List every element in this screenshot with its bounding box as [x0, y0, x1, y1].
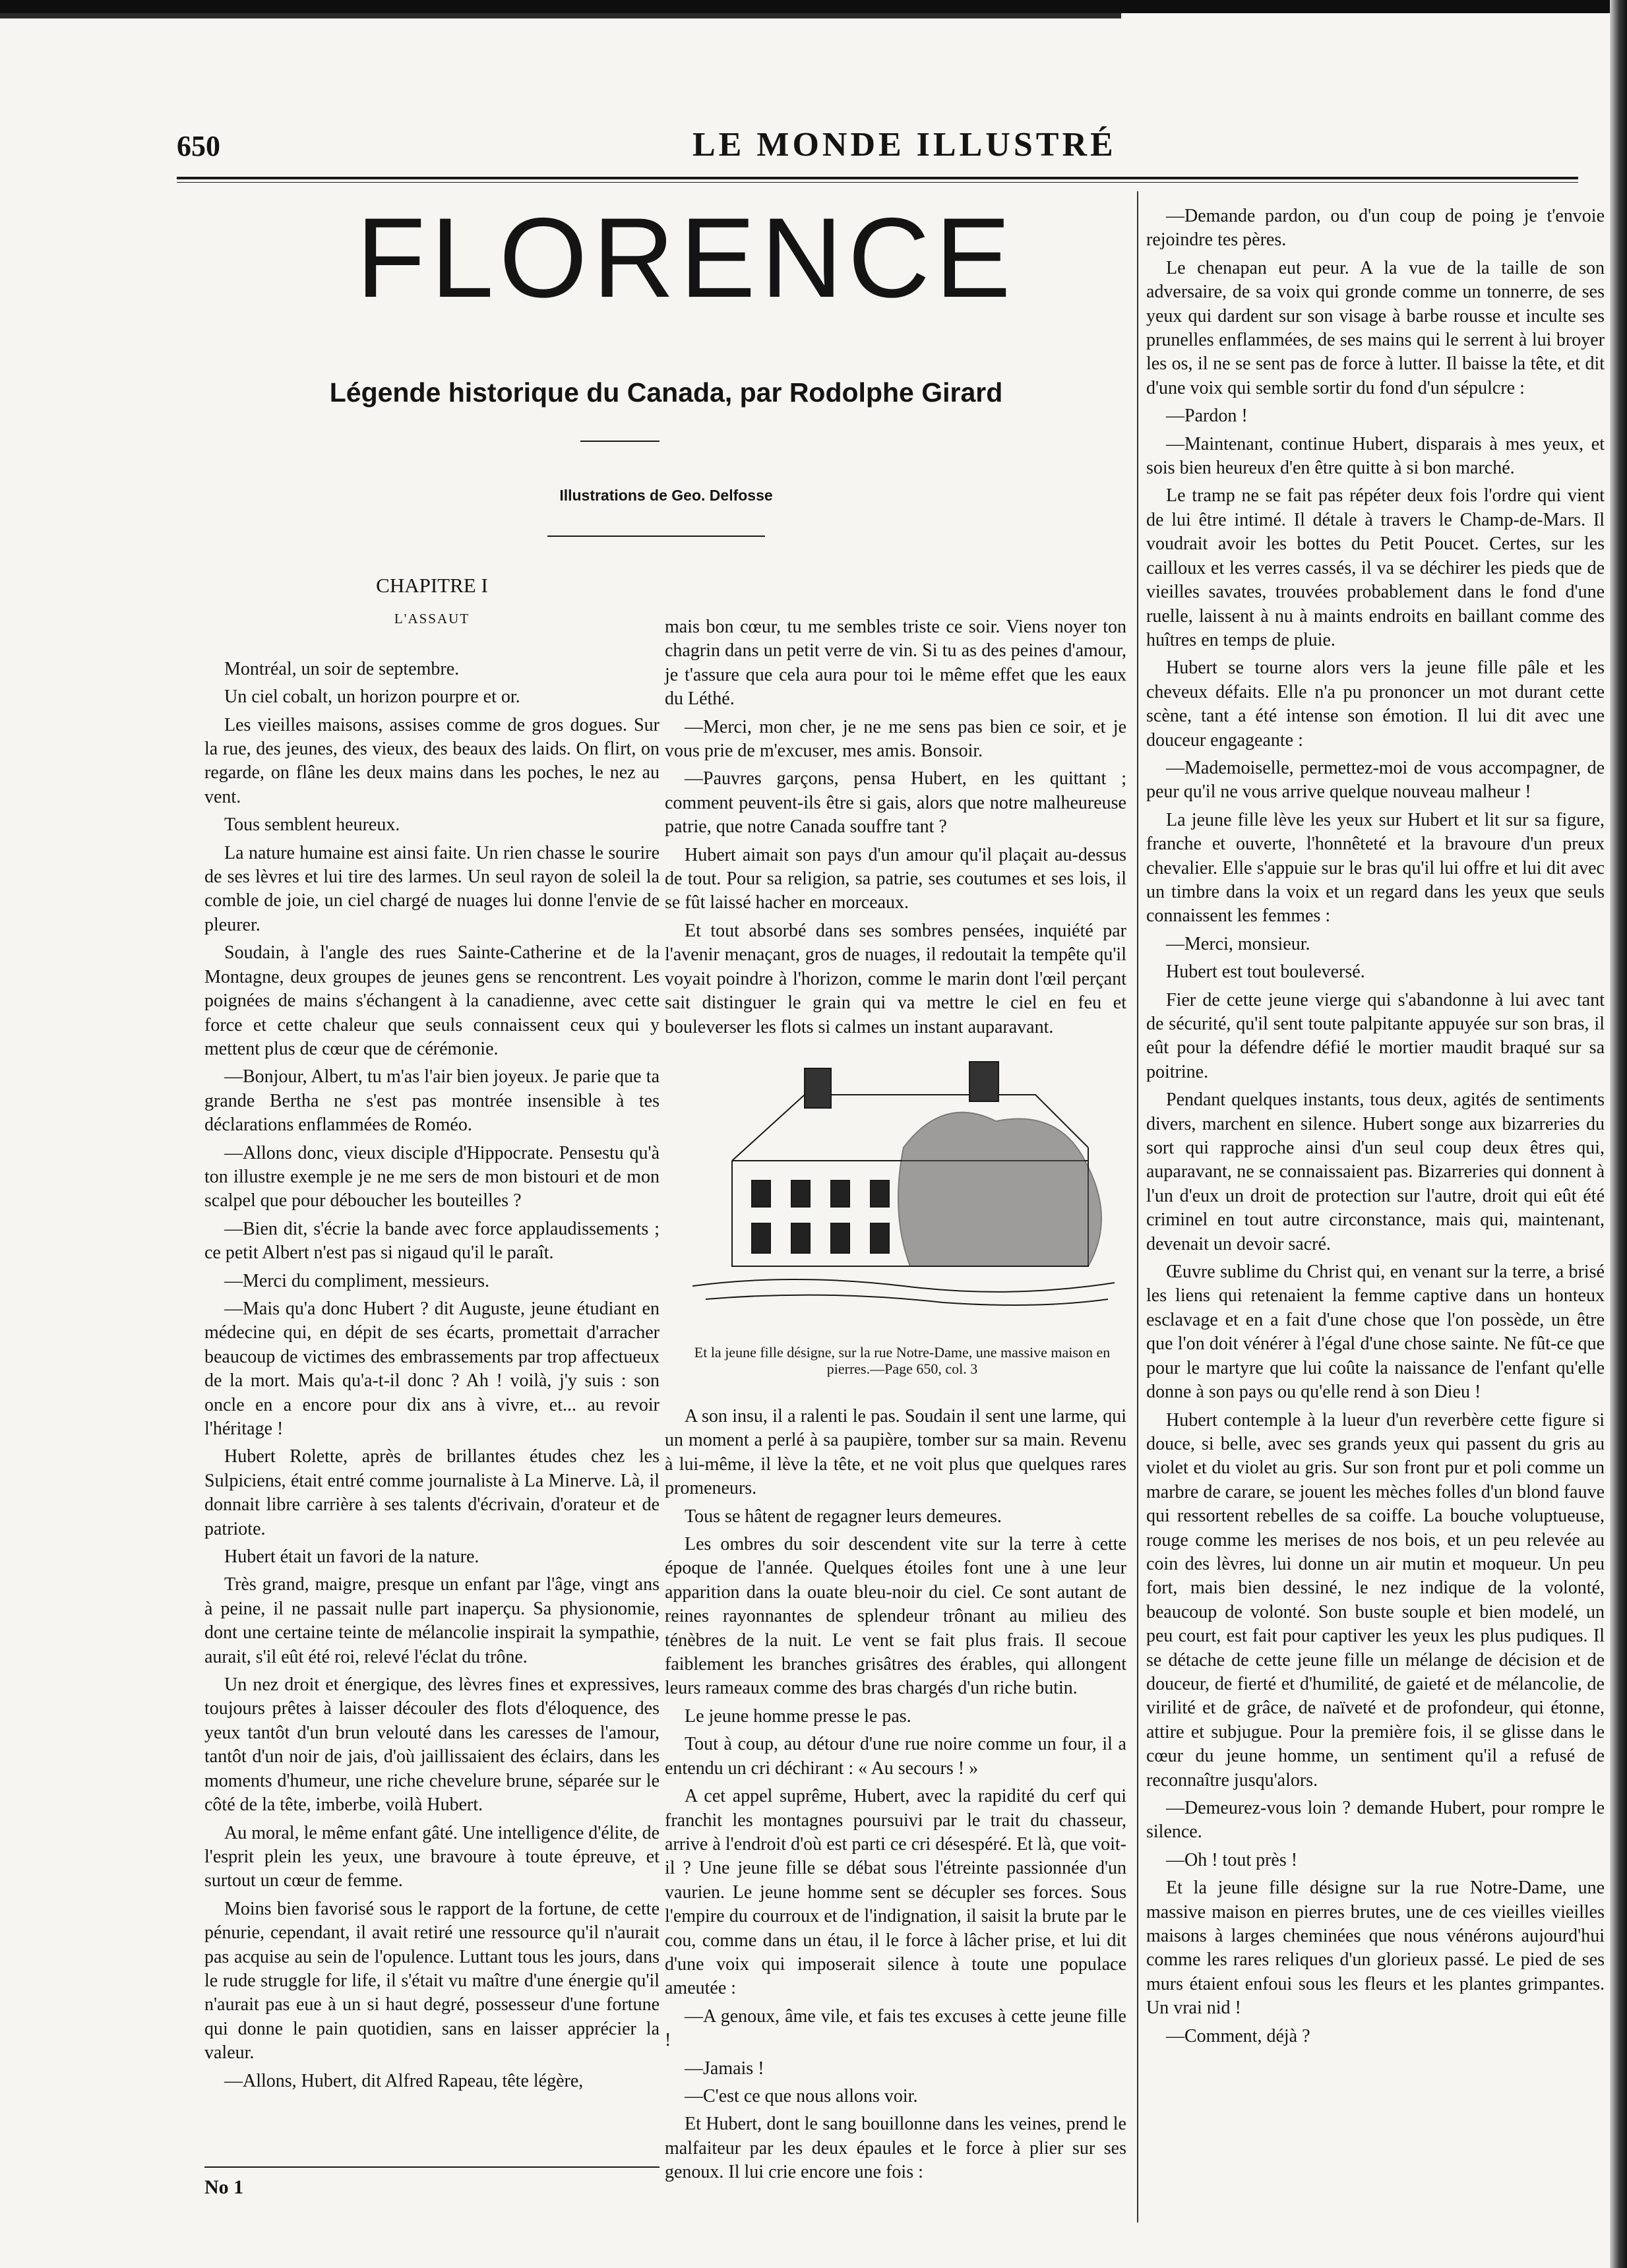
- paragraph: Œuvre sublime du Christ qui, en venant sur la terre, a brisé les liens qui retenaient la femme captive dans un honteux esclavage et en a fait d'une chose que l'on possède, un être que l'on doit vénérer à l'égal d'une chose sainte. Ne fût-ce que pour le martyre que lui coûte la naissance de l'enfant qu'elle donne à son pays ou qu'elle rend à son Dieu !: [1146, 1262, 1605, 1403]
- footer-rule: [204, 2166, 660, 2168]
- paragraph: A son insu, il a ralenti le pas. Soudain il sent une larme, qui un moment a perlé à sa paupière, tomber sur sa main. Revenu à lui-même, il lève la tête, et ne voit plus que quelques rares promeneurs.: [665, 1406, 1126, 1499]
- paragraph: —Mademoiselle, permettez-moi de vous accompagner, de peur qu'il ne vous arrive quelque nouveau malheur !: [1146, 757, 1605, 803]
- paragraph: —Bonjour, Albert, tu m'as l'air bien joyeux. Je parie que ta grande Bertha ne s'est pas montrée insensible à tes déclarations enflammées de Roméo.: [204, 1066, 660, 1136]
- paragraph: Le tramp ne se fait pas répéter deux fois l'ordre qui vient de lui être intimé. Il détale à travers le Champ-de-Mars. Il voudrait avoir les bottes du Petit Poucet. Certes, sur les cailloux et les verres cassés, il va se déchirer les pieds que de vieilles savates, trouvées probablement dans le fond d'une ruelle, laissent à nu à maints endroits en baillant comme des huîtres en temps de pluie.: [1146, 485, 1605, 650]
- issue-number: No 1: [204, 2176, 244, 2198]
- paragraph: Tous semblent heureux.: [224, 814, 400, 836]
- header-rule: [177, 177, 1578, 179]
- paragraph: Hubert contemple à la lueur d'un reverbère cette figure si douce, si belle, avec ses grands yeux qui passent du gris au violet et du violet au gris. Sur son front pur et poli comme un marbre de carare, se jouent les mèches folles d'un blond fauve qui ressortent rebelles de sa coiffe. La bouche voluptueuse, rouge comme les merises de nos bois, et un peu relevée au coin des lèvres, lui donne un air mutin et moqueur. Un peu fort, mais bien dessiné, le nez indique de la volonté, beaucoup de volonté. Son buste souple et bien modelé, un peu court, est fait pour captiver les yeux les plus pudiques. Il se détache de cette jeune fille un mélange de décision et de douceur, de fierté et d'humilité, de gaieté et de mélancolie, de virilité et de grâce, de naïveté et de profondeur, qui étonne, attire et subjugue. Pour la première fois, il se glisse dans le cœur du jeune homme, un sentiment qu'il a refusé de reconnaître jusqu'alors.: [1146, 1409, 1605, 1791]
- paragraph: Un ciel cobalt, un horizon pourpre et or.: [224, 687, 520, 708]
- publication-title: LE MONDE ILLUSTRÉ: [692, 126, 1117, 164]
- paragraph: Hubert se tourne alors vers la jeune fille pâle et les cheveux défaits. Elle n'a pu prononcer un mot durant cette scène, tant a été intense son émotion. Il lui dit avec une douceur engageante :: [1146, 658, 1605, 751]
- figure-caption: Et la jeune fille désigne, sur la rue Notre-Dame, une massive maison en pierres.—Page 650, col. 3: [694, 1344, 1111, 1377]
- page-top-edge: [0, 0, 1627, 13]
- page-number: 650: [177, 130, 220, 162]
- paragraph: Et la jeune fille désigne sur la rue Notre-Dame, une massive maison en pierres brutes, une de ces vieilles vieilles maisons à larges cheminées que nous vénérons aujourd'hui comme les rares reliques d'un glorieux passé. Le pied de ses murs étaient enfoui sous les fleurs et les plantes grimpantes. Un vrai nid !: [1146, 1878, 1605, 2019]
- paragraph: —Bien dit, s'écrie la bande avec force applaudissements ; ce petit Albert n'est pas si nigaud qu'il le paraît.: [204, 1218, 660, 1264]
- page-right-edge: [1610, 0, 1627, 2268]
- paragraph: —Pauvres garçons, pensa Hubert, en les quittant ; comment peuvent-ils être si gais, alors que notre malheureuse patrie, que notre Canada souffre tant ?: [665, 768, 1126, 838]
- paragraph: A cet appel suprême, Hubert, avec la rapidité du cerf qui franchit les montagnes poursuivi par le trait du chasseur, arrive à l'endroit d'où est parti ce cri désespéré. Et là, que voit-il ? Une jeune fille se débat sous l'étreinte passionnée d'un vaurien. Le jeune homme sent se décupler ses forces. Sous l'empire du courroux et de l'indignation, il saisit la brute par le cou, comme dans un étau, il le force à lâcher prise, et lui dit d'une voix qui imposerait silence à toute une populace ameutée :: [665, 1786, 1126, 1999]
- paragraph: —Pardon !: [1166, 406, 1248, 427]
- article-subtitle: Légende historique du Canada, par Rodolphe Girard: [329, 377, 1003, 408]
- paragraph: Hubert Rolette, après de brillantes études chez les Sulpiciens, était entré comme journaliste à La Minerve. Là, il donnait libre carrière à ses talents d'écrivain, d'orateur et de patriote.: [204, 1446, 660, 1539]
- paragraph: Montréal, un soir de septembre.: [224, 658, 460, 679]
- paragraph: —Mais qu'a donc Hubert ? dit Auguste, jeune étudiant en médecine qui, en dépit de ses écarts, promettait d'arracher beaucoup de victimes des embrassements par trop affectueux de la mort. Mais qu'a-t-il donc ? Ah ! voilà, j'y suis : son oncle en a encore pour dix ans à vivre, et... au revoir l'héritage !: [204, 1298, 660, 1439]
- house-engraving-illustration: [692, 1049, 1115, 1332]
- column-divider-right: [1137, 191, 1138, 2222]
- paragraph: —Jamais !: [685, 2058, 764, 2079]
- section-heading: L'ASSAUT: [394, 611, 470, 627]
- illustrations-credit: Illustrations de Geo. Delfosse: [559, 487, 773, 504]
- paragraph: Hubert était un favori de la nature.: [224, 1547, 479, 1568]
- paragraph: Pendant quelques instants, tous deux, agités de sentiments divers, marchent en silence. Hubert songe aux bizarreries du sort qui rapproche ainsi d'un seul coup deux êtres qui, auparavant, ne se connaissaient pas. Bizarreries qui donnent à l'un d'eux un droit de protection sur l'autre, droit qui eût été criminel en tout autre circonstance, mais qui, maintenant, devenait un devoir sacré.: [1146, 1089, 1605, 1254]
- paragraph: Soudain, à l'angle des rues Sainte-Catherine et de la Montagne, deux groupes de jeunes gens se rencontrent. Les poignées de mains s'échangent à la canadienne, avec cette force et cette chaleur que seuls connaissent ceux qui y mettent plus de cœur que de cérémonie.: [204, 942, 660, 1059]
- paragraph: Un nez droit et énergique, des lèvres fines et expressives, toujours prêtes à laisser découler des flots d'éloquence, des yeux tantôt d'un brun velouté dans les caresses de l'amour, tantôt d'un noir de jais, d'où jaillissaient des éclairs, dans les moments d'humeur, une riche chevelure brune, séparée sur le côté de la tête, imberbe, voilà Hubert.: [204, 1674, 660, 1816]
- paragraph: —C'est ce que nous allons voir.: [685, 2085, 918, 2106]
- paragraph: —Allons donc, vieux disciple d'Hippocrate. Pensestu qu'à ton illustre exemple je ne me sers de mon bistouri et de mon scalpel que pour déboucher les bouteilles ?: [204, 1142, 660, 1211]
- paragraph: Hubert aimait son pays d'un amour qu'il plaçait au-dessus de tout. Pour sa religion, sa patrie, ses coutumes et ses lois, il se fût laissé hacher en morceaux.: [665, 844, 1126, 913]
- column-2-bottom: [665, 1405, 1126, 2189]
- subtitle-ornament: [580, 441, 660, 442]
- column-2-top: [665, 615, 1126, 1043]
- paragraph: Le chenapan eut peur. A la vue de la taille de son adversaire, de sa voix qui gronde comme un tonnerre, de ses yeux qui dardent sur son visage à barbe rousse et inculte ses prunelles enflammées, de ses mains qui le serrent à lui broyer les os, il ne se sent pas de force à lutter. Il baisse la tête, et dit d'une voix qui semble sortir du fond d'un sépulcre :: [1146, 257, 1605, 398]
- paragraph: La nature humaine est ainsi faite. Un rien chasse le sourire de ses lèvres et lui tire des larmes. Un seul rayon de soleil la comble de joie, un ciel chargé de nuages lui donne l'envie de pleurer.: [204, 842, 660, 935]
- paragraph: La jeune fille lève les yeux sur Hubert et lit sur sa figure, franche et ouverte, l'honnêteté et la bravoure d'un preux chevalier. Elle s'appuie sur le bras qu'il lui offre et lui dit avec un timbre dans la voix et un regard dans les yeux que seuls connaissent les femmes :: [1146, 809, 1605, 927]
- header-rule-thin: [177, 182, 1578, 183]
- article-title: FLORENCE: [356, 195, 1016, 321]
- paragraph: Le jeune homme presse le pas.: [685, 1705, 911, 1727]
- paragraph: Au moral, le même enfant gâté. Une intelligence d'élite, de l'esprit plein les yeux, une bravoure à toute épreuve, et surtout un cœur de femme.: [204, 1822, 660, 1891]
- paragraph: Les vieilles maisons, assises comme de gros dogues. Sur la rue, des jeunes, des vieux, des beaux des laids. On flirt, on regarde, on flâne les deux mains dans les poches, le nez au vent.: [204, 714, 660, 807]
- paragraph: Moins bien favorisé sous le rapport de la fortune, de cette pénurie, cependant, il avait retiré une ressource qu'il n'aurait pas acquise au sein de l'opulence. Luttant tous les jours, dans le rude struggle for life, il s'était vu maître d'une énergie qu'il n'aurait pas eue à un si haut degré, possesseur d'une fortune qui donne le pain quotidien, sans en laisser apprécier la valeur.: [204, 1898, 660, 2064]
- column-1: [204, 574, 660, 2097]
- column-3: [1146, 204, 1605, 2052]
- paragraph: Très grand, maigre, presque un enfant par l'âge, vingt ans à peine, il ne passait nulle part inaperçu. Sa physionomie, dont une certaine teinte de mélancolie inspirait la sympathie, aurait, s'il eût été roi, relevé l'éclat du trône.: [204, 1574, 660, 1667]
- paragraph: —A genoux, âme vile, et fais tes excuses à cette jeune fille !: [665, 2006, 1126, 2051]
- paragraph: Tout à coup, au détour d'une rue noire comme un four, il a entendu un cri déchirant : « Au secours ! »: [665, 1734, 1126, 1779]
- paragraph: Tous se hâtent de regagner leurs demeures.: [685, 1506, 1002, 1527]
- paragraph: —Merci du compliment, messieurs.: [224, 1270, 490, 1291]
- paragraph: Fier de cette jeune vierge qui s'abandonne à lui avec tant de sécurité, qu'il sent toute palpitante appuyée sur son bras, il eût pour la défendre défié le mortier maudit braqué sur sa poitrine.: [1146, 989, 1605, 1082]
- paragraph: —Demande pardon, ou d'un coup de poing je t'envoie rejoindre tes pères.: [1146, 206, 1605, 251]
- paragraph: —Maintenant, continue Hubert, disparais à mes yeux, et sois bien heureux d'en être quitte à si bon marché.: [1146, 433, 1605, 479]
- paragraph: Les ombres du soir descendent vite sur la terre à cette époque de l'année. Quelques étoiles font une à une leur apparition dans la ouate bleu-noir du ciel. Ce sont autant de reines rayonnantes de splendeur trônant au milieu des ténèbres de la nuit. Le vent se fait plus frais. Il secoue faiblement les branches grisâtres des érables, qui allongent leurs rameaux comme des bras chargés d'un riche butin.: [665, 1534, 1126, 1699]
- paragraph: Et Hubert, dont le sang bouillonne dans les veines, prend le malfaiteur par les deux épaules et le force à plier sur ses genoux. Il lui crie encore une fois :: [665, 2114, 1126, 2183]
- paragraph: Et tout absorbé dans ses sombres pensées, inquiété par l'avenir menaçant, gros de nuages, il redoutait la tempête qu'il voyait poindre à l'horizon, comme le marin dont l'œil perçant sait distinguer le grain qui va mettre le ciel en feu et bouleverser les flots si calmes un instant auparavant.: [665, 920, 1126, 1037]
- paragraph: mais bon cœur, tu me sembles triste ce soir. Viens noyer ton chagrin dans un petit verre de vin. Si tu as des peines d'amour, je t'assure que cela aura pour toi le même effet que les eaux du Léthé.: [665, 617, 1126, 710]
- paragraph: —Oh ! tout près !: [1166, 1849, 1298, 1870]
- paragraph: —Merci, mon cher, je ne me sens pas bien ce soir, et je vous prie de m'excuser, mes amis. Bonsoir.: [665, 716, 1126, 762]
- paragraph: —Merci, monsieur.: [1166, 933, 1310, 954]
- page-top-shadow: [0, 13, 1121, 18]
- chapter-heading: CHAPITRE I: [376, 574, 488, 597]
- credit-rule: [547, 536, 765, 537]
- paragraph: Hubert est tout bouleversé.: [1166, 962, 1365, 983]
- paragraph: —Demeurez-vous loin ? demande Hubert, pour rompre le silence.: [1146, 1798, 1605, 1843]
- paragraph: —Allons, Hubert, dit Alfred Rapeau, tête légère,: [224, 2070, 584, 2091]
- paragraph: —Comment, déjà ?: [1166, 2025, 1310, 2046]
